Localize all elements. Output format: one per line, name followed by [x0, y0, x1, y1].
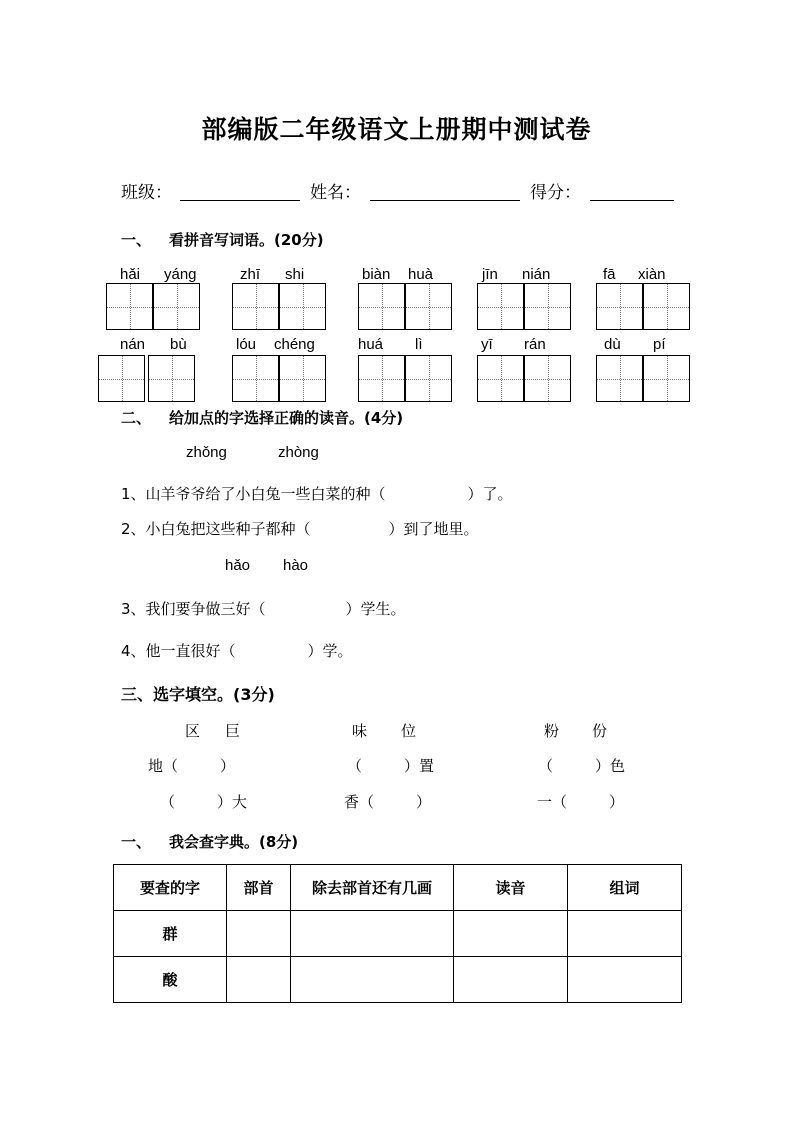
pinyin: lóu [236, 336, 257, 353]
score-label: 得分： [530, 183, 581, 203]
writing-box[interactable] [279, 355, 326, 402]
choice-char: 味 [352, 722, 368, 740]
pinyin: zhī [240, 266, 261, 283]
class-label: 班级： [121, 183, 172, 203]
fill-text: ） [609, 793, 625, 811]
question-2-text: 2、小白兔把这些种子都种（ [121, 520, 311, 538]
pronunciation-option: zhòng [278, 444, 319, 461]
pinyin: dù [604, 336, 621, 353]
page-title: 部编版二年级语文上册期中测试卷 [201, 115, 592, 144]
table-row [114, 911, 682, 957]
pinyin: huá [358, 336, 384, 353]
writing-box[interactable] [106, 283, 153, 330]
writing-box[interactable] [524, 283, 571, 330]
fill-item [538, 755, 625, 776]
table-header-row [114, 865, 682, 911]
section-2-heading [121, 407, 403, 428]
pinyin: nián [522, 266, 551, 283]
writing-box[interactable] [232, 283, 279, 330]
section-1-title: 看拼音写词语。(20分) [169, 231, 324, 249]
section-4-number: 一、 [121, 833, 152, 851]
writing-box[interactable] [358, 355, 405, 402]
section-4-title: 我会查字典。(8分) [169, 833, 299, 851]
section-3-heading: 三、选字填空。(3分) [121, 685, 275, 704]
writing-box[interactable] [477, 355, 524, 402]
pinyin: jīn [482, 266, 498, 283]
fill-text: ）大 [217, 793, 248, 811]
lookup-char-cell: 酸 [114, 957, 227, 1003]
choice-char: 粉 [544, 722, 560, 740]
question-1-text: 1、山羊爷爷给了小白兔一些白菜的种（ [121, 485, 386, 503]
writing-box[interactable] [405, 355, 452, 402]
answer-cell[interactable] [568, 911, 682, 957]
writing-box[interactable] [232, 355, 279, 402]
score-field[interactable] [590, 200, 674, 201]
fill-item [347, 755, 434, 776]
writing-box[interactable] [524, 355, 571, 402]
class-field[interactable] [180, 200, 300, 201]
pinyin: fā [603, 266, 616, 283]
answer-cell[interactable] [454, 911, 568, 957]
pinyin: hǎi [120, 266, 141, 283]
pinyin: lì [415, 336, 423, 353]
pronunciation-option: hào [283, 557, 309, 574]
question-4-end: ）学。 [307, 642, 353, 660]
fill-item [537, 791, 624, 812]
fill-item [344, 791, 431, 812]
fill-text: （ [347, 757, 363, 775]
table-header-cell: 读音 [454, 865, 568, 911]
section-2-title: 给加点的字选择正确的读音。(4分) [169, 409, 404, 427]
section-1-heading [121, 229, 324, 250]
pinyin: bù [170, 336, 187, 353]
fill-text: 一（ [537, 793, 568, 811]
fill-text: ）色 [595, 757, 626, 775]
writing-box[interactable] [477, 283, 524, 330]
name-label: 姓名： [310, 183, 361, 203]
section-1-number: 一、 [121, 231, 152, 249]
writing-box[interactable] [358, 283, 405, 330]
writing-box[interactable] [279, 283, 326, 330]
question-2-end: ）到了地里。 [388, 520, 479, 538]
fill-item [148, 755, 235, 776]
pinyin: pí [653, 336, 666, 353]
fill-text: 地（ [148, 757, 179, 775]
pinyin: rán [524, 336, 546, 353]
table-row [114, 957, 682, 1003]
choice-char: 区 [185, 722, 201, 740]
fill-text: ） [416, 793, 432, 811]
table-header-cell: 部首 [227, 865, 291, 911]
question-2 [121, 518, 479, 539]
writing-box[interactable] [148, 355, 195, 402]
answer-cell[interactable] [291, 957, 454, 1003]
fill-text: ） [220, 757, 236, 775]
question-4 [121, 640, 353, 661]
writing-box[interactable] [405, 283, 452, 330]
dictionary-table [113, 864, 682, 1003]
pronunciation-option: zhǒng [186, 444, 227, 461]
pinyin: huà [408, 266, 434, 283]
question-3-text: 3、我们要争做三好（ [121, 600, 266, 618]
writing-box[interactable] [98, 355, 145, 402]
table-header-cell: 组词 [568, 865, 682, 911]
answer-cell[interactable] [227, 957, 291, 1003]
lookup-char-cell: 群 [114, 911, 227, 957]
name-field[interactable] [370, 200, 520, 201]
writing-box[interactable] [643, 283, 690, 330]
answer-cell[interactable] [454, 957, 568, 1003]
fill-text: （ [160, 793, 176, 811]
fill-item [160, 791, 247, 812]
choice-char: 份 [592, 722, 608, 740]
pronunciation-option: hǎo [225, 557, 251, 574]
answer-cell[interactable] [568, 957, 682, 1003]
question-1-end: ）了。 [467, 485, 513, 503]
question-3-end: ）学生。 [345, 600, 406, 618]
pinyin: chéng [274, 336, 315, 353]
pinyin: nán [120, 336, 146, 353]
writing-box[interactable] [596, 283, 643, 330]
pinyin: shi [285, 266, 305, 283]
table-header-cell: 除去部首还有几画 [291, 865, 454, 911]
answer-cell[interactable] [291, 911, 454, 957]
answer-cell[interactable] [227, 911, 291, 957]
fill-text: （ [538, 757, 554, 775]
question-1 [121, 483, 513, 504]
section-2-number: 二、 [121, 409, 152, 427]
writing-box[interactable] [643, 355, 690, 402]
fill-text: 香（ [344, 793, 375, 811]
pinyin: yáng [164, 266, 197, 283]
pinyin: xiàn [638, 266, 666, 283]
question-3 [121, 598, 406, 619]
table-header-cell: 要查的字 [114, 865, 227, 911]
section-4-heading [121, 831, 298, 852]
choice-char: 位 [401, 722, 417, 740]
pinyin: yī [481, 336, 493, 353]
question-4-text: 4、他一直很好（ [121, 642, 236, 660]
writing-box[interactable] [596, 355, 643, 402]
choice-char: 巨 [225, 722, 241, 740]
writing-box[interactable] [153, 283, 200, 330]
pinyin: biàn [362, 266, 391, 283]
fill-text: ）置 [404, 757, 435, 775]
